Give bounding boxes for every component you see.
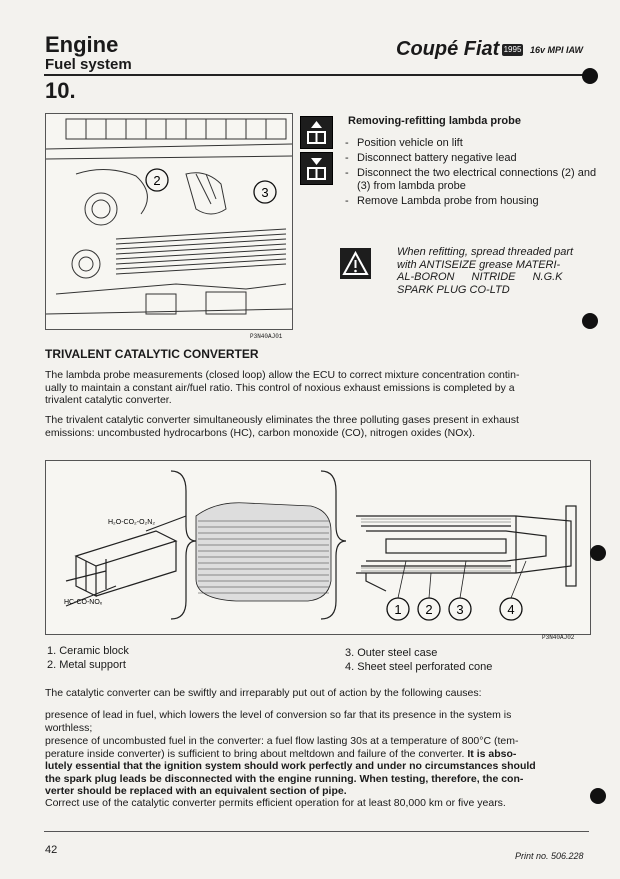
text-line: The trivalent catalytic converter simultaneously eliminates the three polluting gases present in exhaust bbox=[45, 414, 519, 426]
print-number: Print no. 506.228 bbox=[515, 851, 584, 861]
brand-name: Coupé Fiat bbox=[396, 38, 500, 60]
text-line: trivalent catalytic converter. bbox=[45, 394, 172, 406]
figure2-code: P3N40AJ02 bbox=[542, 634, 575, 641]
procedure-step: - Position vehicle on lift bbox=[345, 137, 600, 150]
callout-3-label: 3 bbox=[456, 602, 464, 617]
text-line: presence of uncombusted fuel in the converter: a fuel flow lasting 30s at a temperature of 800°C (tem- bbox=[45, 735, 519, 747]
paragraph-lambda bbox=[45, 369, 585, 407]
callout-2-label: 2 bbox=[425, 602, 433, 617]
callout-1-label: 1 bbox=[394, 602, 402, 617]
paragraph-uncombusted bbox=[45, 735, 585, 798]
header-dot bbox=[582, 68, 598, 84]
section-heading: TRIVALENT CATALYTIC CONVERTER bbox=[45, 347, 259, 361]
warning-line: SPARK PLUG CO-LTD bbox=[397, 283, 510, 296]
lambda-probe-figure bbox=[45, 113, 293, 330]
warning-line: with ANTISEIZE grease MATERI- bbox=[397, 258, 561, 271]
text-line: perature inside converter) is sufficient to bring about meltdown and failure of the converter. It is abso- bbox=[45, 747, 517, 760]
text-line: The lambda probe measurements (closed loop) allow the ECU to correct mixture concentration contin- bbox=[45, 369, 520, 381]
callout-2-label: 2 bbox=[153, 173, 161, 188]
figure1-code: P3N40AJ01 bbox=[250, 333, 283, 340]
warning-icon bbox=[340, 248, 371, 279]
converter-drawing bbox=[46, 461, 590, 634]
callout-4-label: 4 bbox=[507, 602, 515, 617]
gas-out-label: H₂O-CO₂-O₂N₂ bbox=[108, 519, 156, 526]
footer-rule bbox=[44, 831, 589, 832]
gas-in-label: HC-CO-NOₓ bbox=[64, 599, 103, 606]
page-number: 42 bbox=[45, 844, 58, 856]
refit-icon bbox=[300, 152, 333, 185]
warning-line: AL-BORON NITRIDE N.G.K bbox=[397, 271, 563, 283]
year-badge: 1995 bbox=[503, 45, 522, 54]
warning-line: When refitting, spread threaded part bbox=[397, 246, 574, 258]
subsection-title: Fuel system bbox=[45, 56, 132, 73]
paragraph-efficiency: Correct use of the catalytic converter permits efficient operation for at least 80,000 km or five years. bbox=[45, 797, 506, 809]
text-line: emissions: uncombusted hydrocarbons (HC), carbon monoxide (CO), nitrogen oxides (NOx). bbox=[45, 426, 476, 439]
text-line: lutely essential that the ignition system should work perfectly and under no circumstances should bbox=[45, 760, 536, 772]
procedure-steps bbox=[345, 137, 600, 210]
callout-3-label: 3 bbox=[261, 185, 269, 200]
remove-icon bbox=[300, 116, 333, 149]
legend-item: 1. Ceramic block bbox=[47, 645, 129, 657]
legend-item: 4. Sheet steel perforated cone bbox=[345, 661, 493, 673]
text-line: the spark plug leads be disconnected with the engine running. When testing, therefore, the con- bbox=[45, 772, 524, 785]
text-line: worthless; bbox=[45, 721, 93, 734]
text-line: presence of lead in fuel, which lowers the level of conversion so far that its presence in the system is bbox=[45, 709, 512, 721]
section-title: Engine bbox=[45, 32, 119, 57]
paragraph-lead bbox=[45, 709, 585, 734]
page-section-number: 10. bbox=[45, 78, 76, 103]
paragraph-trivalent bbox=[45, 414, 585, 439]
procedure-step: - Disconnect battery negative lead bbox=[345, 152, 600, 165]
legend-item: 3. Outer steel case bbox=[345, 647, 438, 659]
engine-type: 16v MPI IAW bbox=[530, 45, 584, 55]
procedure-step: - Remove Lambda probe from housing bbox=[345, 195, 600, 208]
margin-dot bbox=[590, 545, 606, 561]
margin-dot bbox=[582, 313, 598, 329]
engine-drawing bbox=[46, 114, 292, 329]
catalytic-converter-figure bbox=[45, 460, 591, 635]
legend-item: 2. Metal support bbox=[47, 659, 126, 671]
procedure-title: Removing-refitting lambda probe bbox=[348, 115, 521, 127]
procedure-step: - Disconnect the two electrical connections (2) and (3) from lambda probe bbox=[345, 167, 600, 193]
text-line: verter should be replaced with an equivalent section of pipe. bbox=[45, 785, 347, 797]
paragraph-causes: The catalytic converter can be swiftly and irreparably put out of action by the following causes: bbox=[45, 687, 482, 699]
text-line: ually to maintain a constant air/fuel ratio. This control of noxious exhaust emissions is completed by a bbox=[45, 381, 515, 394]
margin-dot bbox=[590, 788, 606, 804]
header-rule bbox=[44, 74, 589, 76]
warning-note bbox=[397, 246, 602, 296]
